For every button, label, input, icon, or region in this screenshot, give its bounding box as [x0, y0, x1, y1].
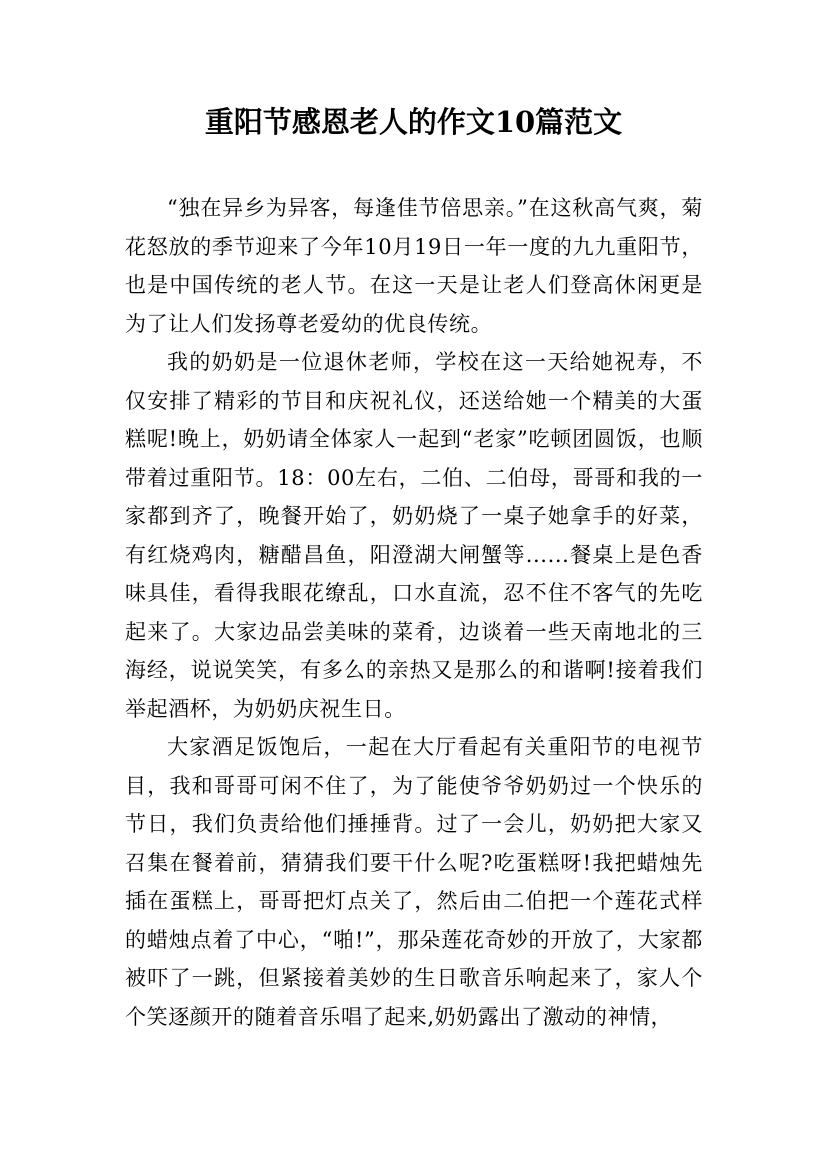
document-title: 重阳节感恩老人的作文10篇范文 — [204, 105, 623, 139]
paragraph-2: 我的奶奶是一位退休老师，学校在这一天给她祝寿，不仅安排了精彩的节目和庆祝礼仪，还送给她一个精美的大蛋糕呢!晚上，奶奶请全体家人一起到“老家”吃顿团圆饭，也顺带着过重阳节。18：00左右，二伯、二伯母，哥哥和我的一家都到齐了，晚餐开始了，奶奶烧了一桌子她拿手的好菜，有红烧鸡肉，糖醋昌鱼，阳澄湖大闸蟹等......餐桌上是色香味具佳，看得我眼花缭乱，口水直流，忍不住不客气的先吃起来了。大家边品尝美味的菜肴，边谈着一些天南地北的三海经，说说笑笑，有多么的亲热又是那么的和谐啊!接着我们举起酒杯，为奶奶庆祝生日。 — [125, 350, 703, 721]
paragraph-1: “独在异乡为异客，每逢佳节倍思亲。”在这秋高气爽，菊花怒放的季节迎来了今年10月19日一年一度的九九重阳节，也是中国传统的老人节。在这一天是让老人们登高休闲更是为了让人们发扬尊老爱幼的优良传统。 — [125, 196, 703, 336]
paragraph-3: 大家酒足饭饱后，一起在大厅看起有关重阳节的电视节目，我和哥哥可闲不住了，为了能使爷爷奶奶过一个快乐的节日，我们负责给他们捶捶背。过了一会儿，奶奶把大家又召集在餐着前，猜猜我们要干什么呢?吃蛋糕呀!我把蜡烛先插在蛋糕上，哥哥把灯点关了，然后由二伯把一个莲花式样的蜡烛点着了中心，“啪!”，那朵莲花奇妙的开放了，大家都被吓了一跳，但紧接着美妙的生日歌音乐响起来了，家人个个笑逐颜开的随着音乐唱了起来,奶奶露出了激动的神情， — [125, 735, 703, 1029]
document-body — [125, 189, 703, 1036]
